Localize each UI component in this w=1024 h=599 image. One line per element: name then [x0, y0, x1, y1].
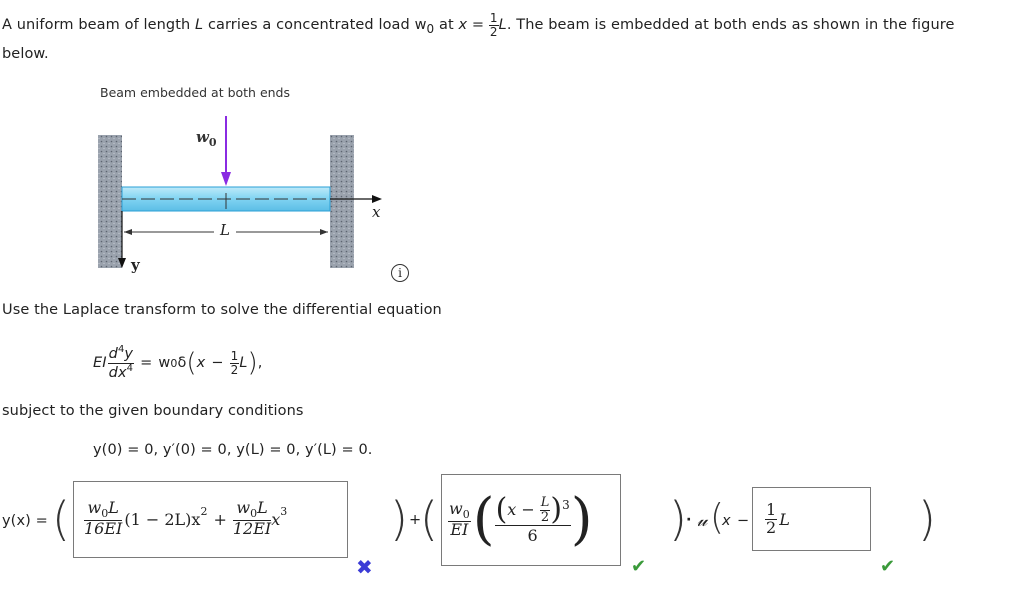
- paren-close: ): [570, 487, 593, 552]
- answer-box-3-expr: [765, 494, 790, 544]
- load-sub: 0: [208, 136, 217, 149]
- length-label: L: [220, 221, 230, 239]
- ode-half: [230, 350, 240, 376]
- ode-delta: δ: [177, 355, 187, 371]
- term1-num: [84, 500, 122, 521]
- term2-fraction: [233, 500, 271, 538]
- dim-arrow-right: [320, 229, 328, 235]
- load-label: [196, 128, 217, 149]
- x-axis-arrow: [372, 195, 382, 203]
- answer-label: y(x) =: [2, 513, 48, 529]
- numerator: 1: [230, 348, 239, 363]
- ode-derivative: [108, 345, 134, 380]
- equals: =: [471, 17, 485, 34]
- term2-den: 12EI: [232, 518, 272, 538]
- w0: [448, 501, 471, 522]
- problem-text: . The beam is embedded at both ends as shown in the figure: [506, 17, 955, 34]
- term1-den: 16EI: [84, 518, 123, 538]
- u-paren-open: (: [710, 497, 725, 538]
- six: 6: [527, 526, 538, 546]
- u-x: x: [722, 513, 731, 529]
- term1-fraction: [84, 500, 122, 538]
- ode-x: x: [196, 355, 206, 371]
- answer-box-3[interactable]: [752, 487, 871, 551]
- L: L: [257, 498, 268, 518]
- subscript: 0: [426, 21, 435, 36]
- ode-dx4: [108, 364, 134, 381]
- ode-L: L: [239, 355, 248, 371]
- sub: 0: [250, 507, 258, 521]
- load-w: w: [196, 128, 209, 146]
- var-x: x: [458, 17, 468, 34]
- problem-text: carries a concentrated load: [207, 17, 410, 34]
- d: d: [108, 346, 118, 363]
- incorrect-x-icon: ✖: [356, 555, 373, 579]
- exp: 3: [562, 498, 570, 513]
- problem-line-2: below.: [2, 46, 49, 62]
- ode-d4y: [108, 345, 134, 363]
- term2-exp: 3: [280, 504, 288, 518]
- var-L: L: [195, 17, 204, 34]
- L-over-2: [540, 496, 551, 524]
- term2-num: [233, 500, 271, 521]
- right-wall: [330, 135, 354, 268]
- dx: dx: [108, 364, 127, 381]
- dim-arrow-left: [124, 229, 132, 235]
- ode-ei: EI: [93, 355, 107, 371]
- sub: 0: [101, 507, 109, 521]
- paren-close: ): [247, 348, 258, 378]
- cubic-over-6: [495, 492, 571, 546]
- minus: −: [521, 499, 535, 519]
- ode-comma: ,: [257, 355, 263, 371]
- paren-open: (: [186, 348, 197, 378]
- outer-paren-close-3: ): [918, 492, 936, 546]
- ode-w-sub: 0: [170, 356, 178, 370]
- boundary-conditions: y(0) = 0, y′(0) = 0, y(L) = 0, y′(L) = 0.: [93, 442, 373, 458]
- unit-step-u: 𝓊: [697, 510, 708, 531]
- instruction-subject: subject to the given boundary conditions: [2, 403, 304, 419]
- term1-exp: 2: [200, 504, 208, 518]
- exp: 4: [126, 362, 134, 374]
- exp: 4: [117, 344, 125, 356]
- outer-paren-open-1: (: [52, 492, 70, 546]
- problem-text: at: [439, 17, 454, 34]
- half: [765, 499, 777, 537]
- figure-caption: Beam embedded at both ends: [100, 85, 291, 100]
- load-arrow-head: [221, 172, 231, 186]
- fraction-half: [489, 12, 499, 38]
- answer-plus: +: [409, 512, 422, 528]
- u-minus: −: [737, 513, 750, 529]
- ei: EI: [450, 519, 469, 539]
- denominator: 2: [230, 362, 239, 377]
- outer-paren-close-1: ): [390, 492, 408, 546]
- answer-dot: ·: [686, 512, 692, 528]
- ode: [93, 341, 263, 385]
- L: L: [779, 509, 790, 529]
- correct-check-icon-1: ✔: [631, 556, 647, 577]
- correct-check-icon-2: ✔: [880, 556, 896, 577]
- sub: 0: [462, 508, 470, 522]
- var-L: L: [498, 17, 507, 34]
- ode-equals: =: [140, 355, 153, 371]
- numerator: 1: [766, 499, 777, 519]
- answer-box-1-expr: [84, 488, 287, 550]
- var-w0: [414, 17, 435, 36]
- answer-box-2-expr: [448, 479, 593, 561]
- y: y: [124, 346, 134, 363]
- left-wall: [98, 135, 122, 268]
- info-icon[interactable]: i: [391, 264, 409, 282]
- outer-paren-open-2: (: [420, 492, 438, 546]
- cubic-num: [495, 492, 571, 528]
- outer-paren-close-2: ): [669, 492, 687, 546]
- L: L: [108, 498, 119, 518]
- paren-open: (: [472, 487, 495, 552]
- term-plus: +: [213, 509, 227, 529]
- denominator: 2: [766, 517, 777, 537]
- two: 2: [540, 509, 550, 525]
- L: L: [540, 494, 550, 510]
- term2-x: x: [271, 509, 281, 529]
- problem-text: A uniform beam of length: [2, 17, 191, 34]
- x: x: [507, 499, 517, 519]
- instruction-laplace: Use the Laplace transform to solve the differential equation: [2, 302, 442, 318]
- w: w: [236, 498, 251, 518]
- paren-open: (: [495, 492, 508, 528]
- problem-line-1: [2, 12, 955, 38]
- var-w: w: [414, 17, 427, 34]
- y-axis-label: y: [131, 256, 140, 274]
- w: w: [87, 498, 102, 518]
- ode-w: w: [158, 355, 171, 371]
- ode-minus: −: [211, 355, 224, 371]
- answer-box-2[interactable]: [441, 474, 621, 566]
- answer-box-1[interactable]: [73, 481, 348, 558]
- denominator: 2: [489, 24, 498, 39]
- numerator: 1: [489, 11, 498, 25]
- x-axis-label: x: [372, 203, 381, 221]
- paren-close: ): [550, 492, 563, 528]
- w: w: [449, 499, 463, 519]
- term1-paren: (1 − 2L)x: [124, 509, 201, 529]
- w0-over-ei: [448, 501, 471, 539]
